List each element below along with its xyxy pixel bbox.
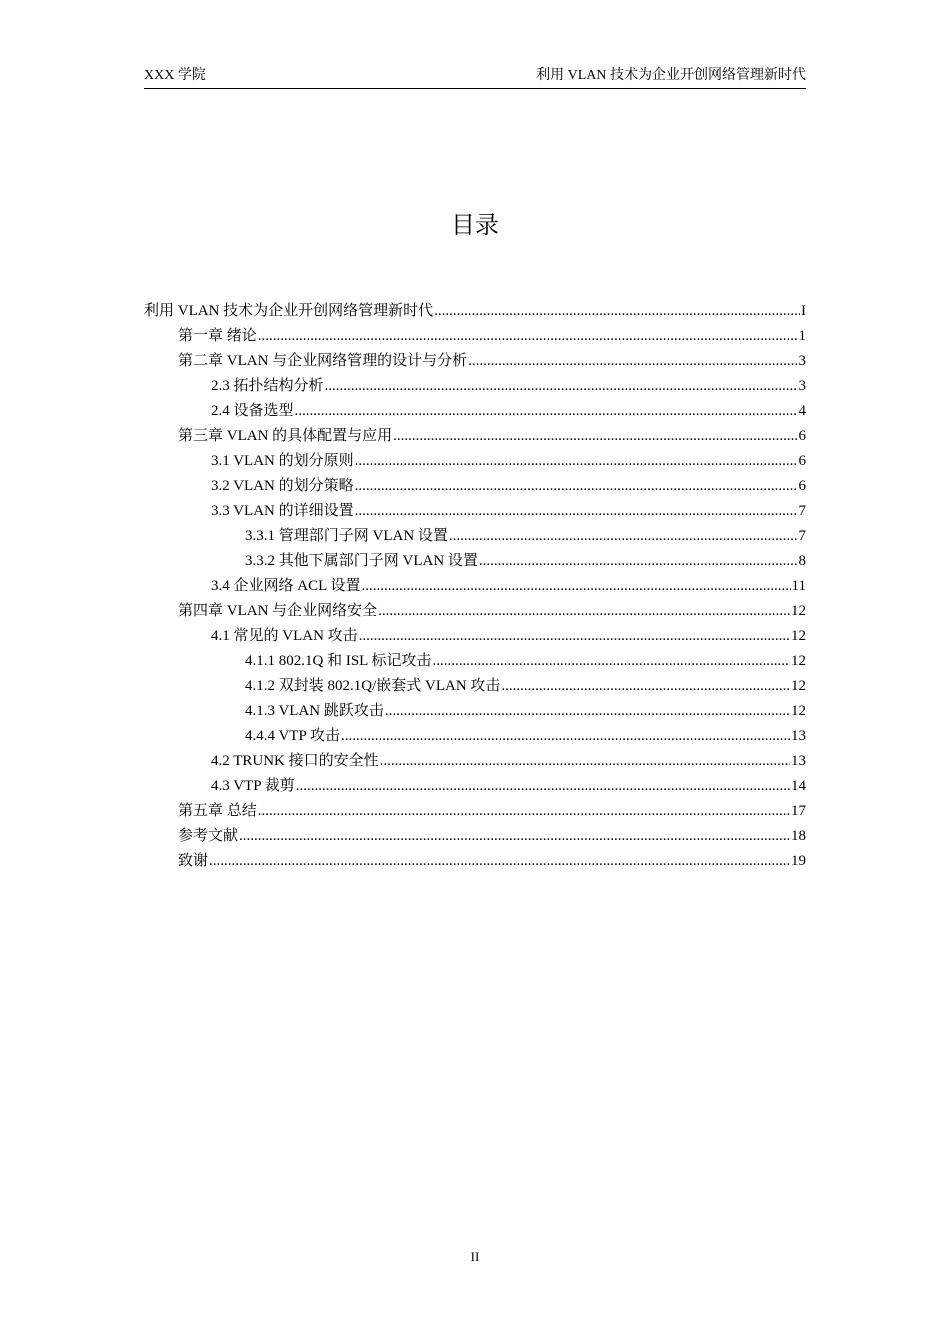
toc-entry-page: 8 [798,553,806,569]
toc-entry[interactable] [144,774,806,799]
toc-entry[interactable] [144,574,806,599]
toc-entry[interactable] [144,424,806,449]
toc-entry-page: 12 [791,703,806,719]
toc-entry[interactable] [144,374,806,399]
toc-dot-leader [449,524,798,549]
toc-dot-leader [359,624,790,649]
toc-entry[interactable] [144,299,806,324]
toc-entry[interactable] [144,549,806,574]
toc-dot-leader [258,324,798,349]
toc-dot-leader [295,399,798,424]
toc-entry-title: 第三章 VLAN 的具体配置与应用 [178,428,393,444]
toc-entry-title: 利用 VLAN 技术为企业开创网络管理新时代 [144,303,434,319]
toc-entry-page: 13 [791,728,806,744]
toc-entry-page: 12 [791,653,806,669]
toc-entry-title: 3.3.1 管理部门子网 VLAN 设置 [245,528,448,544]
toc-entry[interactable] [144,649,806,674]
toc-dot-leader [258,799,790,824]
toc-dot-leader [434,299,800,324]
toc-entry-title: 3.3 VLAN 的详细设置 [211,503,354,519]
toc-entry-page: 19 [791,853,806,869]
toc-entry[interactable] [144,824,806,849]
toc-dot-leader [501,674,790,699]
toc-entry-page: I [801,303,806,319]
toc-dot-leader [209,849,790,874]
toc-entry-title: 4.1.2 双封装 802.1Q/嵌套式 VLAN 攻击 [245,678,501,694]
toc-entry-title: 第二章 VLAN 与企业网络管理的设计与分析 [178,353,468,369]
toc-entry[interactable] [144,724,806,749]
toc-entry-page: 7 [798,528,806,544]
toc-entry-title: 2.4 设备选型 [211,403,294,419]
toc-entry-title: 4.2 TRUNK 接口的安全性 [211,753,379,769]
page-number: II [470,1249,480,1264]
toc-entry-title: 第一章 绪论 [178,328,257,344]
toc-entry-page: 7 [798,503,806,519]
toc-entry[interactable] [144,324,806,349]
toc-entry[interactable] [144,524,806,549]
toc-dot-leader [296,774,790,799]
table-of-contents [144,299,806,874]
toc-entry-page: 6 [798,453,806,469]
toc-heading: 目录 [451,211,499,239]
toc-entry-page: 14 [791,778,806,794]
toc-dot-leader [361,574,790,599]
toc-entry-title: 第四章 VLAN 与企业网络安全 [178,603,378,619]
toc-entry-title: 第五章 总结 [178,803,257,819]
page-header [144,66,806,89]
toc-entry-page: 12 [791,628,806,644]
toc-entry[interactable] [144,349,806,374]
toc-entry-page: 6 [798,428,806,444]
toc-entry-title: 致谢 [178,853,209,869]
toc-dot-leader [341,724,790,749]
toc-entry[interactable] [144,674,806,699]
toc-entry-title: 4.1.3 VLAN 跳跃攻击 [245,703,384,719]
toc-entry-page: 17 [791,803,806,819]
toc-entry-page: 13 [791,753,806,769]
toc-dot-leader [433,649,790,674]
toc-entry-page: 12 [791,603,806,619]
toc-dot-leader [355,474,798,499]
toc-entry-title: 2.3 拓扑结构分析 [211,378,324,394]
toc-entry[interactable] [144,399,806,424]
toc-entry-page: 3 [798,353,806,369]
toc-entry[interactable] [144,799,806,824]
toc-entry-title: 4.3 VTP 裁剪 [211,778,295,794]
toc-dot-leader [355,449,798,474]
toc-dot-leader [479,549,798,574]
toc-entry-title: 参考文献 [178,828,239,844]
toc-entry-title: 3.2 VLAN 的划分策略 [211,478,354,494]
toc-entry-page: 18 [791,828,806,844]
toc-dot-leader [239,824,790,849]
toc-entry[interactable] [144,474,806,499]
toc-entry-page: 3 [798,378,806,394]
toc-entry[interactable] [144,749,806,774]
toc-entry[interactable] [144,849,806,874]
toc-entry[interactable] [144,624,806,649]
toc-dot-leader [378,599,790,624]
header-document-title: 利用 VLAN 技术为企业开创网络管理新时代 [536,68,806,83]
toc-dot-leader [325,374,798,399]
header-institution: XXX 学院 [144,68,206,83]
toc-dot-leader [355,499,798,524]
toc-entry-title: 3.4 企业网络 ACL 设置 [211,578,361,594]
toc-entry-page: 4 [798,403,806,419]
toc-entry-title: 3.1 VLAN 的划分原则 [211,453,354,469]
page-footer [0,1248,950,1266]
toc-entry-page: 12 [791,678,806,694]
toc-dot-leader [468,349,797,374]
toc-entry-title: 3.3.2 其他下属部门子网 VLAN 设置 [245,553,478,569]
toc-entry-page: 1 [798,328,806,344]
toc-entry-title: 4.1 常见的 VLAN 攻击 [211,628,358,644]
toc-dot-leader [380,749,790,774]
toc-entry[interactable] [144,449,806,474]
toc-entry-title: 4.4.4 VTP 攻击 [245,728,341,744]
toc-entry-title: 4.1.1 802.1Q 和 ISL 标记攻击 [245,653,432,669]
toc-entry-page: 6 [798,478,806,494]
toc-dot-leader [393,424,797,449]
toc-entry[interactable] [144,699,806,724]
toc-entry[interactable] [144,599,806,624]
toc-dot-leader [385,699,790,724]
toc-entry-page: 11 [791,578,806,594]
toc-entry[interactable] [144,499,806,524]
